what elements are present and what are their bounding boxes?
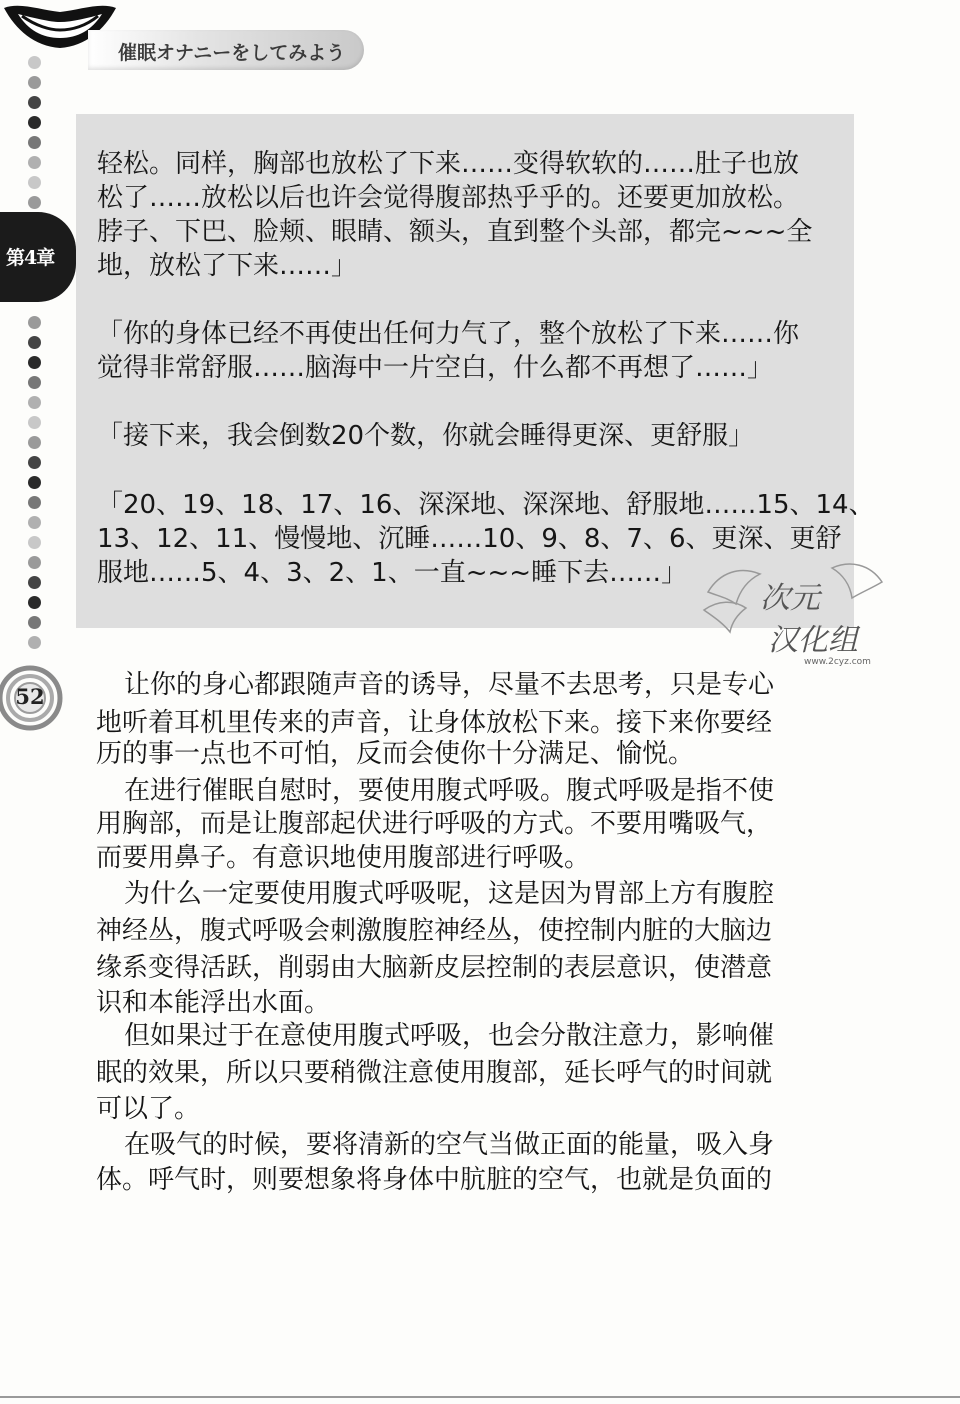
margin-dot — [28, 496, 41, 509]
body-line: 在吸气的时候，要将清新的空气当做正面的能量，吸入身 — [124, 1130, 775, 1160]
margin-dot — [28, 316, 41, 329]
quote-line: 服地……5、4、3、2、1、一直~~~睡下去……」 — [97, 558, 688, 588]
margin-dot — [28, 116, 41, 129]
margin-dot — [28, 636, 41, 649]
quote-line: 觉得非常舒服……脑海中一片空白，什么都不再想了……」 — [97, 353, 774, 383]
quote-line: 「20、19、18、17、16、深深地、深深地、舒服地……15、14、 — [97, 490, 875, 520]
margin-dot — [28, 516, 41, 529]
margin-dot-column — [24, 56, 48, 656]
margin-dot — [28, 416, 41, 429]
margin-dot — [28, 156, 41, 169]
quote-line: 13、12、11、慢慢地、沉睡……10、9、8、7、6、更深、更舒 — [97, 524, 842, 554]
margin-dot — [28, 176, 41, 189]
margin-dot — [28, 76, 41, 89]
margin-dot — [28, 536, 41, 549]
page-edge-rule — [0, 1396, 960, 1398]
margin-dot — [28, 136, 41, 149]
body-line: 让你的身心都跟随声音的诱导，尽量不去思考，只是专心 — [124, 670, 775, 700]
margin-dot — [28, 376, 41, 389]
body-line: 为什么一定要使用腹式呼吸呢，这是因为胃部上方有腹腔 — [124, 879, 775, 909]
margin-dot — [28, 56, 41, 69]
watermark-line2: 汉化组 — [768, 623, 858, 658]
margin-dot — [28, 336, 41, 349]
chapter-label: 第4章 — [6, 247, 55, 269]
margin-dot — [28, 196, 41, 209]
margin-dot — [28, 396, 41, 409]
quote-line: 「你的身体已经不再使出任何力气了，整个放松了下来……你 — [97, 319, 800, 349]
body-line: 眠的效果，所以只要稍微注意使用腹部，延长呼气的时间就 — [96, 1058, 773, 1088]
body-line: 地听着耳机里传来的声音，让身体放松下来。接下来你要经 — [96, 708, 773, 738]
margin-dot — [28, 556, 41, 569]
quote-line: 轻松。同样，胸部也放松了下来……变得软软的……肚子也放 — [97, 149, 800, 179]
body-line: 神经丛，腹式呼吸会刺激腹腔神经丛，使控制内脏的大脑边 — [96, 916, 773, 946]
body-line: 体。呼气时，则要想象将身体中肮脏的空气，也就是负面的 — [96, 1165, 773, 1195]
body-line: 但如果过于在意使用腹式呼吸，也会分散注意力，影响催 — [124, 1021, 775, 1051]
body-line: 缘系变得活跃，削弱由大脑新皮层控制的表层意识，使潜意 — [96, 953, 773, 983]
body-line: 识和本能浮出水面。 — [96, 988, 331, 1018]
margin-dot — [28, 436, 41, 449]
running-header-title: 催眠オナニーをしてみよう — [118, 42, 346, 64]
margin-dot — [28, 476, 41, 489]
margin-dot — [28, 96, 41, 109]
margin-dot — [28, 356, 41, 369]
quote-line: 松了……放松以后也许会觉得腹部热乎乎的。还要更加放松。 — [97, 183, 800, 213]
body-line: 可以了。 — [96, 1094, 201, 1124]
margin-dot — [28, 576, 41, 589]
quote-line: 地，放松了下来……」 — [97, 251, 358, 281]
quote-line: 脖子、下巴、脸颊、眼睛、额头，直到整个头部，都完~~~全 — [97, 217, 813, 247]
body-line: 在进行催眠自慰时，要使用腹式呼吸。腹式呼吸是指不使 — [124, 776, 775, 806]
body-line: 而要用鼻子。有意识地使用腹部进行呼吸。 — [96, 843, 591, 873]
body-line: 历的事一点也不可怕，反而会使你十分满足、愉悦。 — [96, 739, 695, 769]
body-line: 用胸部，而是让腹部起伏进行呼吸的方式。不要用嘴吸气， — [96, 809, 773, 839]
margin-dot — [28, 456, 41, 469]
page-number: 52 — [15, 684, 45, 709]
quote-line: 「接下来，我会倒数20个数，你就会睡得更深、更舒服」 — [97, 421, 755, 451]
margin-dot — [28, 616, 41, 629]
watermark-url: www.2cyz.com — [804, 657, 871, 667]
watermark-line1: 次元 — [760, 581, 820, 616]
wings-icon — [700, 552, 890, 672]
margin-dot — [28, 596, 41, 609]
